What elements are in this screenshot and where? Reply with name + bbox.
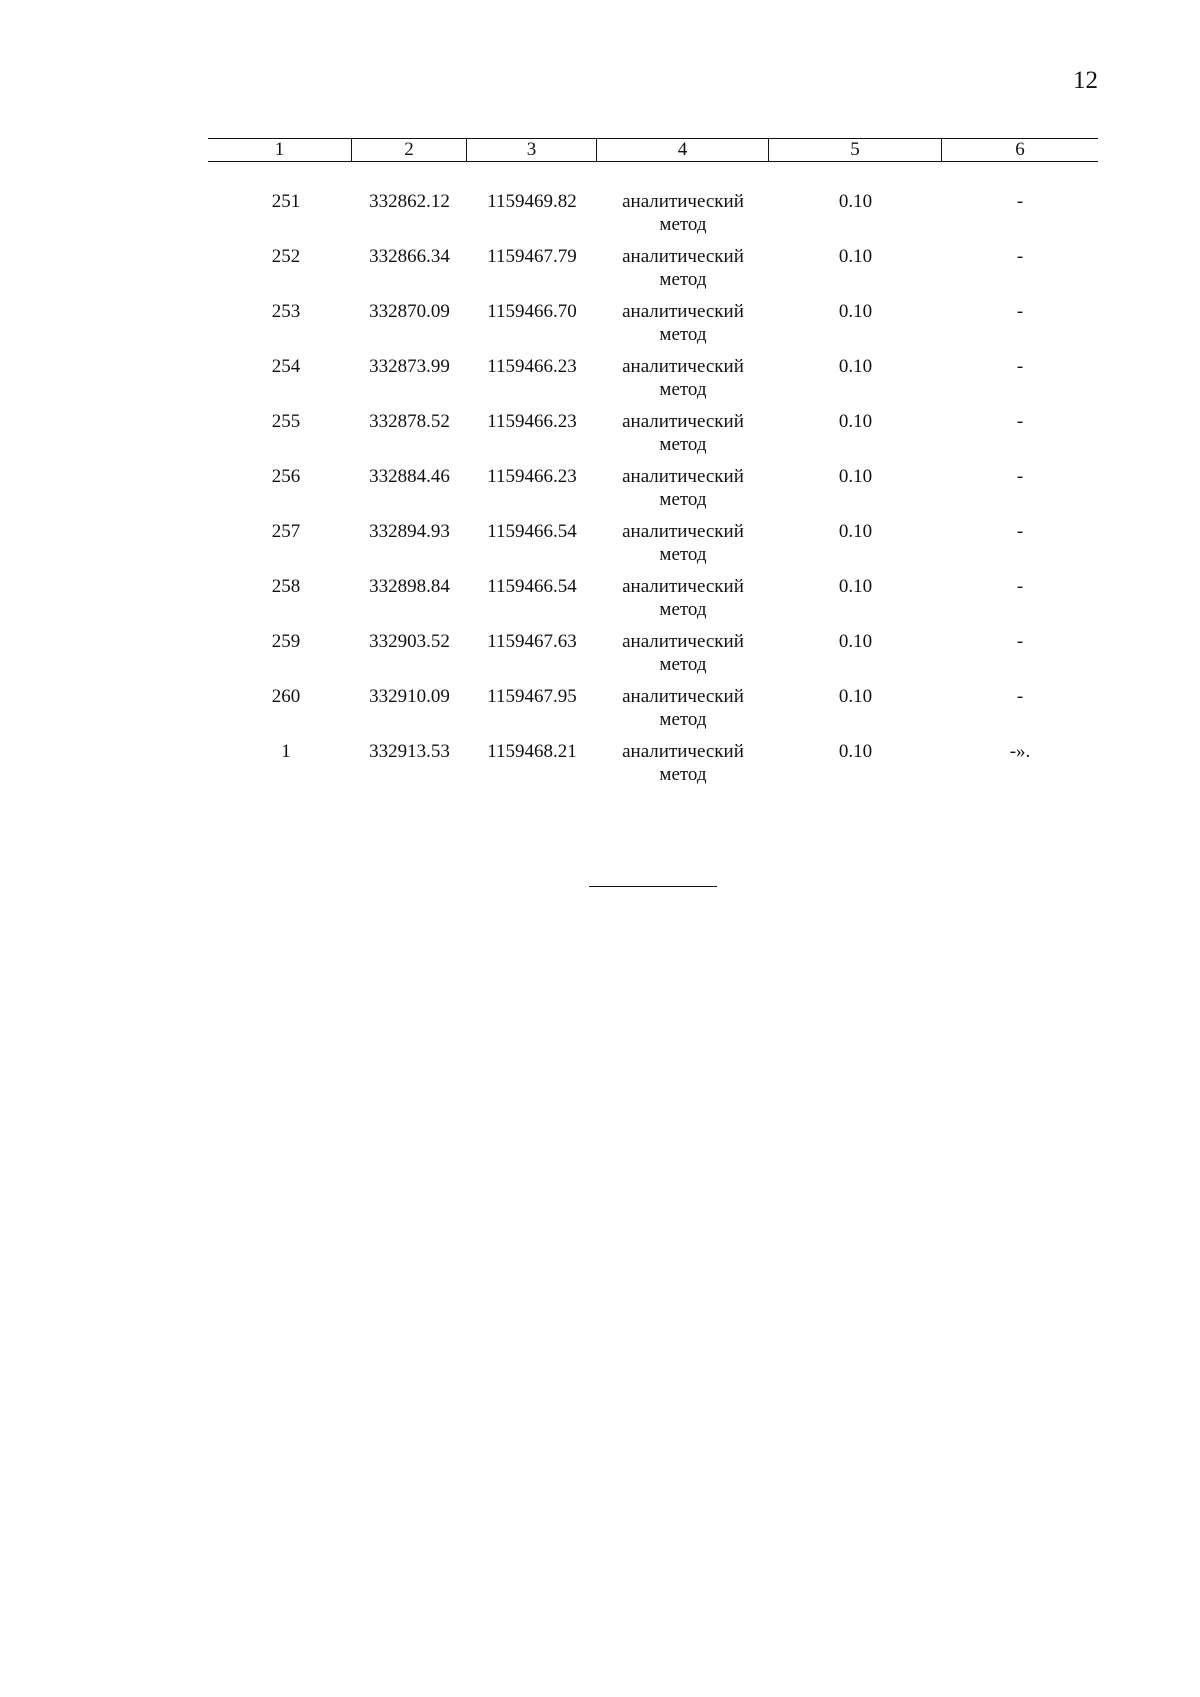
- coordinate-x: 332903.52: [369, 631, 450, 652]
- accuracy: 0.10: [838, 741, 873, 762]
- method-line-2: метод: [659, 214, 707, 235]
- table-row: [208, 740, 1098, 795]
- method-line-1: аналитический: [622, 301, 744, 322]
- method: [597, 190, 769, 236]
- header-cell-3: 3: [467, 139, 597, 161]
- table-body: [208, 190, 1098, 795]
- method: [597, 685, 769, 731]
- accuracy: 0.10: [838, 411, 873, 432]
- note: -: [1016, 521, 1024, 542]
- table-row: [208, 630, 1098, 685]
- table-row: [208, 355, 1098, 410]
- coordinate-y: 1159467.79: [487, 246, 577, 267]
- method-line-1: аналитический: [622, 521, 744, 542]
- point-number: 253: [271, 301, 301, 322]
- accuracy: 0.10: [838, 631, 873, 652]
- note: -: [1016, 631, 1024, 652]
- table-row: [208, 245, 1098, 300]
- method: [597, 520, 769, 566]
- coordinate-y: 1159466.23: [487, 356, 577, 377]
- method-line-2: метод: [659, 434, 707, 455]
- method-line-1: аналитический: [622, 576, 744, 597]
- coordinate-x: 332873.99: [369, 356, 450, 377]
- header-cell-2: 2: [352, 139, 467, 161]
- coordinate-x: 332884.46: [369, 466, 450, 487]
- method: [597, 575, 769, 621]
- method-line-2: метод: [659, 654, 707, 675]
- method-line-1: аналитический: [622, 246, 744, 267]
- point-number: 256: [271, 466, 301, 487]
- note: -: [1016, 356, 1024, 377]
- coordinate-x: 332866.34: [369, 246, 450, 267]
- method-line-1: аналитический: [622, 191, 744, 212]
- note: -: [1016, 576, 1024, 597]
- method-line-2: метод: [659, 709, 707, 730]
- accuracy: 0.10: [838, 576, 873, 597]
- method-line-2: метод: [659, 269, 707, 290]
- coordinate-x: 332878.52: [369, 411, 450, 432]
- method-line-2: метод: [659, 489, 707, 510]
- coordinate-y: 1159466.23: [487, 411, 577, 432]
- method: [597, 630, 769, 676]
- method: [597, 300, 769, 346]
- method: [597, 740, 769, 786]
- method-line-1: аналитический: [622, 631, 744, 652]
- header-cell-1: 1: [208, 139, 352, 161]
- method-line-1: аналитический: [622, 741, 744, 762]
- table-row: [208, 190, 1098, 245]
- table-row: [208, 520, 1098, 575]
- method-line-1: аналитический: [622, 411, 744, 432]
- method-line-2: метод: [659, 379, 707, 400]
- accuracy: 0.10: [838, 246, 873, 267]
- method-line-1: аналитический: [622, 466, 744, 487]
- accuracy: 0.10: [838, 191, 873, 212]
- method-line-2: метод: [659, 599, 707, 620]
- point-number: 258: [271, 576, 301, 597]
- method: [597, 465, 769, 511]
- point-number: 260: [271, 686, 301, 707]
- coordinate-x: 332862.12: [369, 191, 450, 212]
- header-cell-4: 4: [597, 139, 769, 161]
- accuracy: 0.10: [838, 356, 873, 377]
- coordinate-y: 1159466.23: [487, 466, 577, 487]
- point-number: 252: [271, 246, 301, 267]
- method-line-1: аналитический: [622, 686, 744, 707]
- table-row: [208, 410, 1098, 465]
- point-number: 257: [271, 521, 301, 542]
- point-number: 254: [271, 356, 301, 377]
- coordinate-x: 332913.53: [369, 741, 450, 762]
- method: [597, 355, 769, 401]
- note: -: [1016, 191, 1024, 212]
- accuracy: 0.10: [838, 521, 873, 542]
- coordinate-x: 332898.84: [369, 576, 450, 597]
- coordinate-y: 1159467.95: [487, 686, 577, 707]
- method: [597, 245, 769, 291]
- header-cell-5: 5: [769, 139, 942, 161]
- point-number: 259: [271, 631, 301, 652]
- method-line-1: аналитический: [622, 356, 744, 377]
- method-line-2: метод: [659, 544, 707, 565]
- coordinate-x: 332910.09: [369, 686, 450, 707]
- point-number: 251: [271, 191, 301, 212]
- table-row: [208, 300, 1098, 355]
- table-row: [208, 575, 1098, 630]
- coordinate-y: 1159468.21: [487, 741, 577, 762]
- page-number: 12: [1073, 67, 1098, 94]
- coordinate-y: 1159469.82: [487, 191, 577, 212]
- coordinate-x: 332870.09: [369, 301, 450, 322]
- note: -: [1016, 466, 1024, 487]
- method-line-2: метод: [659, 324, 707, 345]
- accuracy: 0.10: [838, 686, 873, 707]
- coordinate-x: 332894.93: [369, 521, 450, 542]
- coordinate-y: 1159466.70: [487, 301, 577, 322]
- coordinate-y: 1159466.54: [487, 521, 577, 542]
- header-cell-6: 6: [1015, 139, 1025, 160]
- coordinate-y: 1159466.54: [487, 576, 577, 597]
- method: [597, 410, 769, 456]
- table-header: [208, 138, 1098, 162]
- table-row: [208, 685, 1098, 740]
- accuracy: 0.10: [838, 301, 873, 322]
- note: -».: [1009, 741, 1031, 762]
- note: -: [1016, 246, 1024, 267]
- note: -: [1016, 686, 1024, 707]
- coordinate-y: 1159467.63: [487, 631, 577, 652]
- end-divider-line: [589, 886, 717, 887]
- method-line-2: метод: [659, 764, 707, 785]
- note: -: [1016, 411, 1024, 432]
- point-number: 255: [271, 411, 301, 432]
- table-row: [208, 465, 1098, 520]
- note: -: [1016, 301, 1024, 322]
- accuracy: 0.10: [838, 466, 873, 487]
- point-number: 1: [281, 741, 291, 762]
